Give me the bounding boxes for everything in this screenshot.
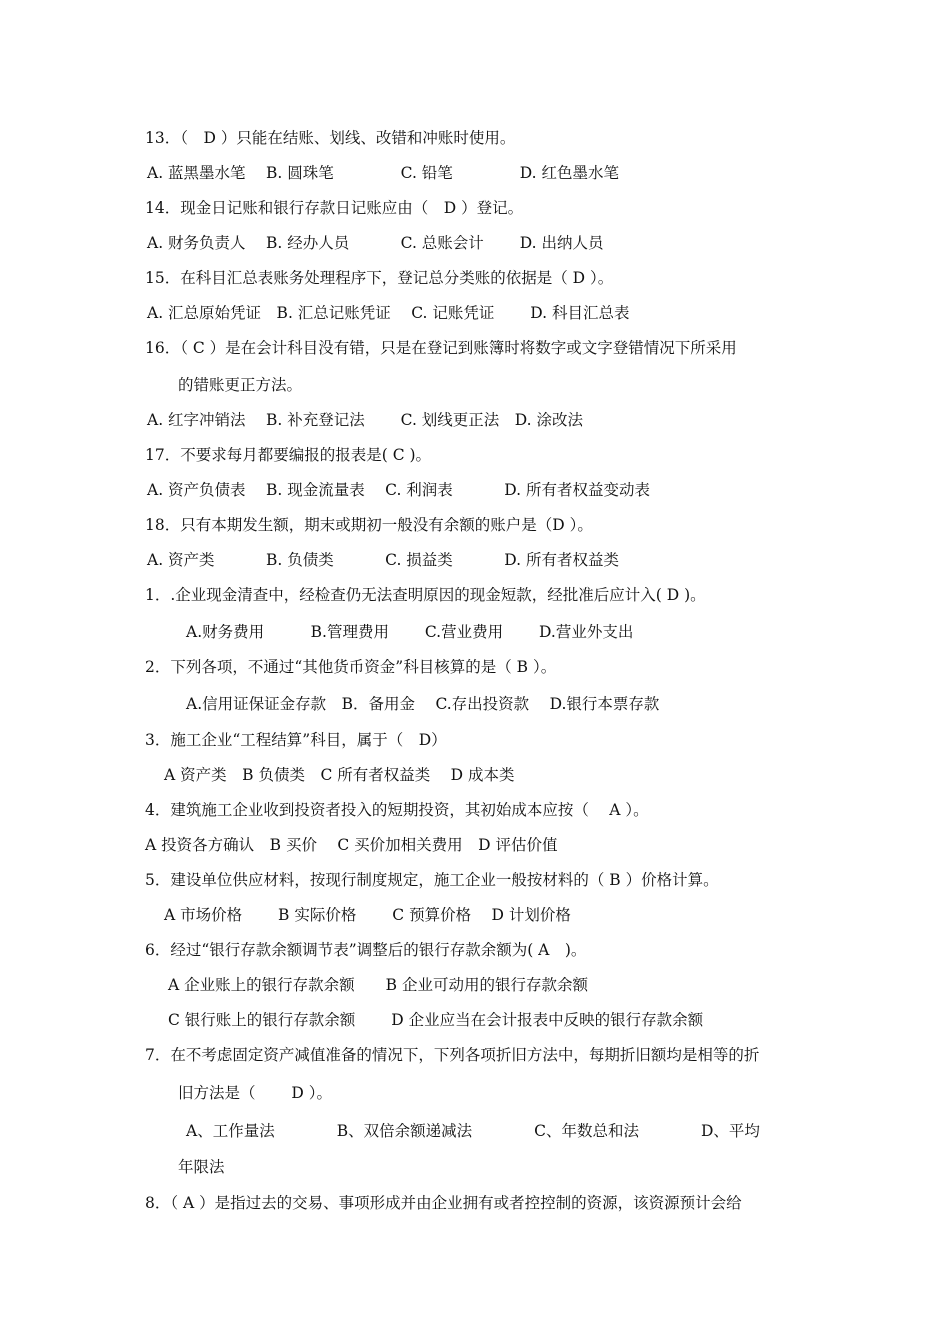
question-5: 5．建设单位供应材料，按现行制度规定，施工企业一般按材料的（ B ）价格计算。	[145, 871, 719, 889]
question-4-options: A 投资各方确认 B 买价 C 买价加相关费用 D 评估价值	[145, 836, 558, 854]
question-3-options: A 资产类 B 负债类 C 所有者权益类 D 成本类	[164, 766, 515, 784]
question-18-options: A. 资产类 B. 负债类 C. 损益类 D. 所有者权益类	[147, 551, 619, 569]
question-18: 18．只有本期发生额，期末或期初一般没有余额的账户是（D ）。	[145, 516, 593, 534]
question-7-options: A、工作量法 B、双倍余额递减法 C、年数总和法 D、平均	[186, 1122, 760, 1140]
question-5-options: A 市场价格 B 实际价格 C 预算价格 D 计划价格	[164, 906, 571, 924]
question-17: 17．不要求每月都要编报的报表是( C )。	[145, 446, 432, 464]
question-17-options: A. 资产负债表 B. 现金流量表 C. 利润表 D. 所有者权益变动表	[147, 481, 650, 499]
question-4: 4．建筑施工企业收到投资者投入的短期投资，其初始成本应按（ A ）。	[145, 801, 649, 819]
question-15-options: A. 汇总原始凭证 B. 汇总记账凭证 C. 记账凭证 D. 科目汇总表	[147, 304, 630, 322]
question-7-continued: 旧方法是（ D ）。	[178, 1084, 333, 1102]
question-14: 14．现金日记账和银行存款日记账应由（ D ）登记。	[145, 199, 524, 217]
question-16-options: A. 红字冲销法 B. 补充登记法 C. 划线更正法 D. 涂改法	[147, 411, 584, 429]
question-13: 13．（ D ）只能在结账、划线、改错和冲账时使用。	[145, 129, 516, 147]
question-13-options: A. 蓝黑墨水笔 B. 圆珠笔 C. 铅笔 D. 红色墨水笔	[147, 164, 619, 182]
question-14-options: A. 财务负责人 B. 经办人员 C. 总账会计 D. 出纳人员	[147, 234, 604, 252]
question-16-continued: 的错账更正方法。	[178, 376, 303, 394]
question-8: 8．（ A ）是指过去的交易、事项形成并由企业拥有或者控控制的资源，该资源预计会给	[145, 1194, 742, 1212]
question-6-options-cd: C 银行账上的银行存款余额 D 企业应当在会计报表中反映的银行存款余额	[168, 1011, 704, 1029]
question-3: 3．施工企业“工程结算”科目，属于（ D）	[145, 731, 447, 749]
question-6: 6．经过“银行存款余额调节表”调整后的银行存款余额为( A )。	[145, 941, 587, 959]
question-1-options: A.财务费用 B.管理费用 C.营业费用 D.营业外支出	[186, 623, 634, 641]
question-15: 15．在科目汇总表账务处理程序下，登记总分类账的依据是（ D ）。	[145, 269, 614, 287]
question-2-options: A.信用证保证金存款 B．备用金 C.存出投资款 D.银行本票存款	[186, 695, 660, 713]
question-7-options-continued: 年限法	[178, 1158, 225, 1176]
question-6-options-ab: A 企业账上的银行存款余额 B 企业可动用的银行存款余额	[168, 976, 588, 994]
question-2: 2．下列各项，不通过“其他货币资金”科目核算的是（ B ）。	[145, 658, 557, 676]
question-1: 1．.企业现金清查中，经检查仍无法查明原因的现金短款，经批准后应计入( D )。	[145, 586, 706, 604]
question-7: 7．在不考虑固定资产减值准备的情况下，下列各项折旧方法中，每期折旧额均是相等的折	[145, 1046, 760, 1064]
question-16: 16．（ C ）是在会计科目没有错，只是在登记到账簿时将数字或文字登错情况下所采用	[145, 339, 737, 357]
